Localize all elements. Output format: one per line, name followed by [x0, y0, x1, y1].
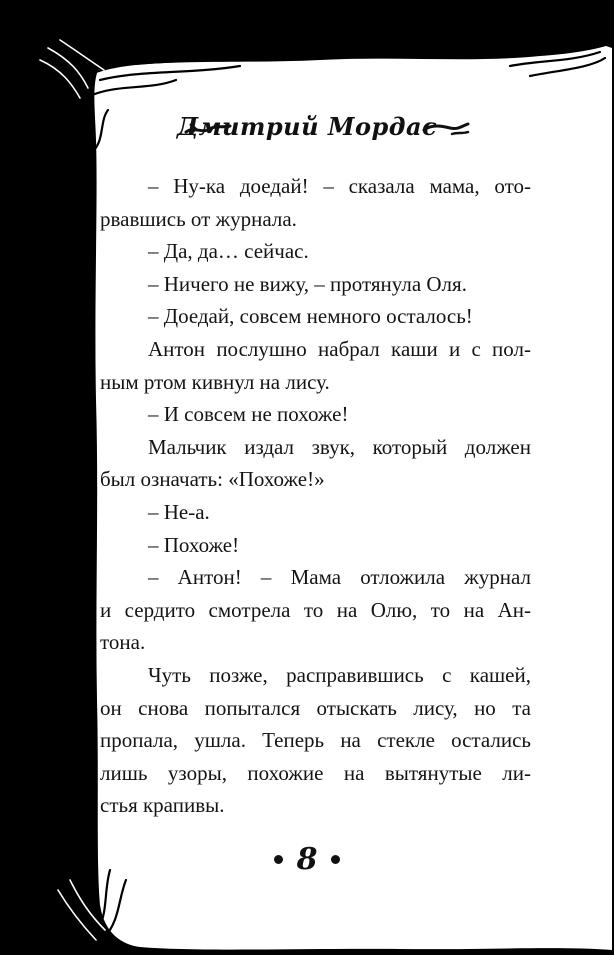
running-header [0, 108, 614, 148]
text-line: лишь узоры, похожие на вытянутые ли- [100, 760, 531, 785]
text-line: стья крапивы. [100, 793, 225, 818]
right-flourish-icon [422, 120, 470, 138]
text-line: – Ну-ка доедай! – сказала мама, ото- [148, 174, 531, 198]
paragraph [100, 659, 531, 822]
text-line: был означать: «Похоже!» [100, 467, 325, 492]
paragraph [124, 300, 531, 333]
text-line: – И совсем не похоже! [148, 402, 349, 427]
text-line: – Да, да… сейчас. [148, 239, 309, 264]
text-line: он снова попытался отыскать лису, но та [100, 695, 531, 720]
paragraph [124, 529, 531, 562]
paragraph [100, 333, 531, 398]
text-line: – Антон! – Мама отложила журнал [148, 565, 531, 590]
text-line: Антон послушно набрал каши и с пол- [148, 336, 531, 361]
paragraph [124, 398, 531, 431]
paragraph [124, 496, 531, 529]
text-line: и сердито смотрела то на Олю, то на Ан- [100, 597, 531, 622]
text-line: – Похоже! [148, 532, 240, 557]
text-line: пропала, ушла. Теперь на стекле остались [100, 728, 531, 753]
body-text [100, 170, 531, 822]
paragraph [100, 170, 531, 235]
author-name: Дмитрий Мордас [176, 112, 438, 141]
page-number: 8 [296, 842, 318, 877]
paragraph [100, 431, 531, 496]
paragraph [124, 235, 531, 268]
paragraph [124, 268, 531, 301]
text-line: – Ничего не вижу, – протянула Оля. [148, 271, 467, 296]
text-line: Мальчик издал звук, который должен [148, 434, 531, 459]
page-number-footer [0, 842, 614, 877]
paragraph [100, 561, 531, 659]
text-line: рвавшись от журнала. [100, 206, 297, 231]
bullet-icon [331, 855, 340, 864]
text-line: – Доедай, совсем немного осталось! [148, 304, 473, 329]
text-line: ным ртом кивнул на лису. [100, 369, 330, 394]
text-line: Чуть позже, расправившись с кашей, [148, 662, 531, 687]
bullet-icon [274, 855, 283, 864]
text-line: тона. [100, 630, 146, 655]
text-line: – Не-а. [148, 499, 210, 524]
